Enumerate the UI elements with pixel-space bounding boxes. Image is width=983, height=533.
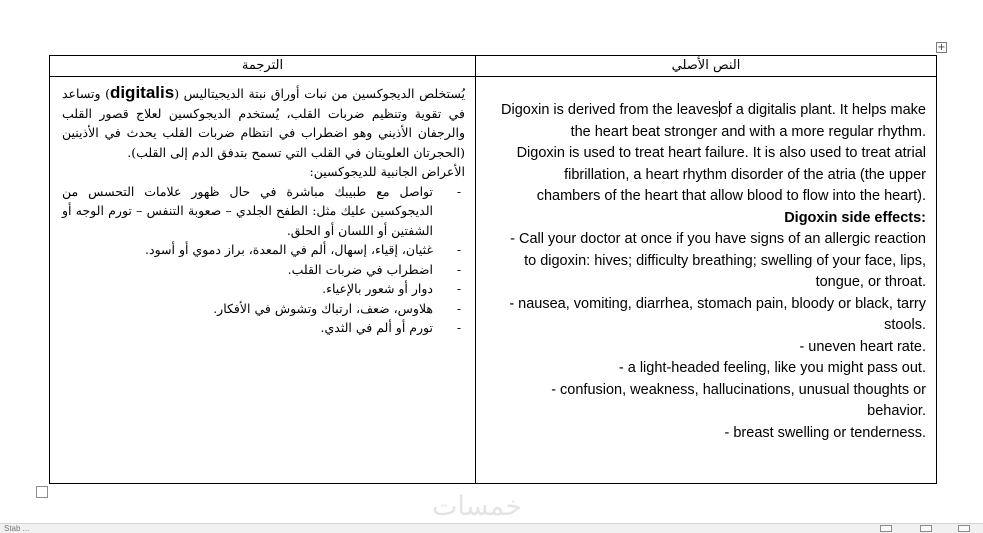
print-layout-icon[interactable] bbox=[920, 525, 932, 532]
list-item: - دوار أو شعور بالإعياء. bbox=[62, 279, 433, 299]
web-layout-icon[interactable] bbox=[958, 525, 970, 532]
list-item: - هلاوس، ضعف، ارتباك وتشوش في الأفكار. bbox=[62, 299, 433, 319]
translation-intro-b: ) وتساعد في تقوية وتنظيم ضربات القلب، يُستخدم الديجوكسين لعلاج قصور القلب والرجفان الأذيني وهو اضطراب في انتظام ضربات القلب يحدث في الأذينين (الحجرتان العلويتان في القلب التي تسمح بتدفق الدم إلى القلب). bbox=[62, 86, 465, 160]
read-mode-icon[interactable] bbox=[880, 525, 892, 532]
latin-term: digitalis bbox=[109, 83, 175, 102]
list-item: - a light-headed feeling, like you might pass out. bbox=[618, 360, 926, 376]
list-item: - uneven heart rate. bbox=[799, 338, 926, 355]
list-item: - breast swelling or tenderness. bbox=[724, 424, 926, 441]
translation-cell[interactable] bbox=[50, 77, 476, 484]
list-item: - Call your doctor at once if you have signs of an allergic reaction to digoxin: hives; difficulty breathing; swelling of your face, lips, tongue, or throat. bbox=[510, 231, 926, 290]
table-move-handle-icon[interactable]: + bbox=[937, 42, 946, 53]
translation-paragraph bbox=[62, 83, 465, 162]
status-text: Stab ... bbox=[4, 524, 30, 533]
original-p1-b: of a digitalis plant. It helps make the heart beat stronger and with a more regular rhythm. bbox=[570, 102, 926, 140]
watermark-logo: خمسات bbox=[432, 491, 523, 522]
header-original[interactable]: النص الأصلي bbox=[476, 56, 937, 77]
original-cell[interactable] bbox=[476, 77, 937, 484]
header-translation[interactable]: الترجمة bbox=[50, 56, 476, 77]
list-item: - غثيان، إقياء، إسهال، ألم في المعدة، براز دموي أو أسود. bbox=[62, 240, 433, 260]
list-item: - nausea, vomiting, diarrhea, stomach pain, bloody or black, tarry stools. bbox=[509, 295, 926, 333]
translation-side-effects-title: الأعراض الجانبية للديجوكسين: bbox=[309, 164, 465, 179]
table-body-row bbox=[50, 77, 937, 484]
table-header-row bbox=[50, 56, 937, 77]
original-p1-a: Digoxin is derived from the leaves bbox=[501, 102, 719, 118]
original-side-effects-title: Digoxin side effects: bbox=[784, 209, 926, 226]
list-item: - تورم أو ألم في الثدي. bbox=[62, 318, 433, 338]
translation-table bbox=[49, 55, 937, 484]
original-text bbox=[476, 77, 936, 483]
translation-text bbox=[50, 77, 475, 483]
list-item: - اضطراب في ضربات القلب. bbox=[62, 260, 433, 280]
translation-side-effects-list bbox=[62, 182, 465, 338]
original-paragraph-1 bbox=[498, 100, 926, 143]
list-item: - confusion, weakness, hallucinations, unusual thoughts or behavior. bbox=[551, 381, 926, 419]
translation-intro-a: يُستخلص الديجوكسين من نبات أوراق نبتة الديجيتاليس ( bbox=[174, 86, 465, 101]
original-paragraph-2: Digoxin is used to treat heart failure. It is also used to treat atrial fibrillation, a heart rhythm disorder of the atria (the upper chambers of the heart that allow blood to flow into the heart). bbox=[516, 145, 926, 204]
list-item: - تواصل مع طبيبك مباشرة في حال ظهور علامات التحسس من الديجوكسين عليك مثل: الطفح الجلدي – صعوبة التنفس – تورم الوجه أو الشفتين أو اللسان أو الحلق. bbox=[62, 182, 433, 241]
table-resize-handle[interactable] bbox=[36, 486, 48, 498]
